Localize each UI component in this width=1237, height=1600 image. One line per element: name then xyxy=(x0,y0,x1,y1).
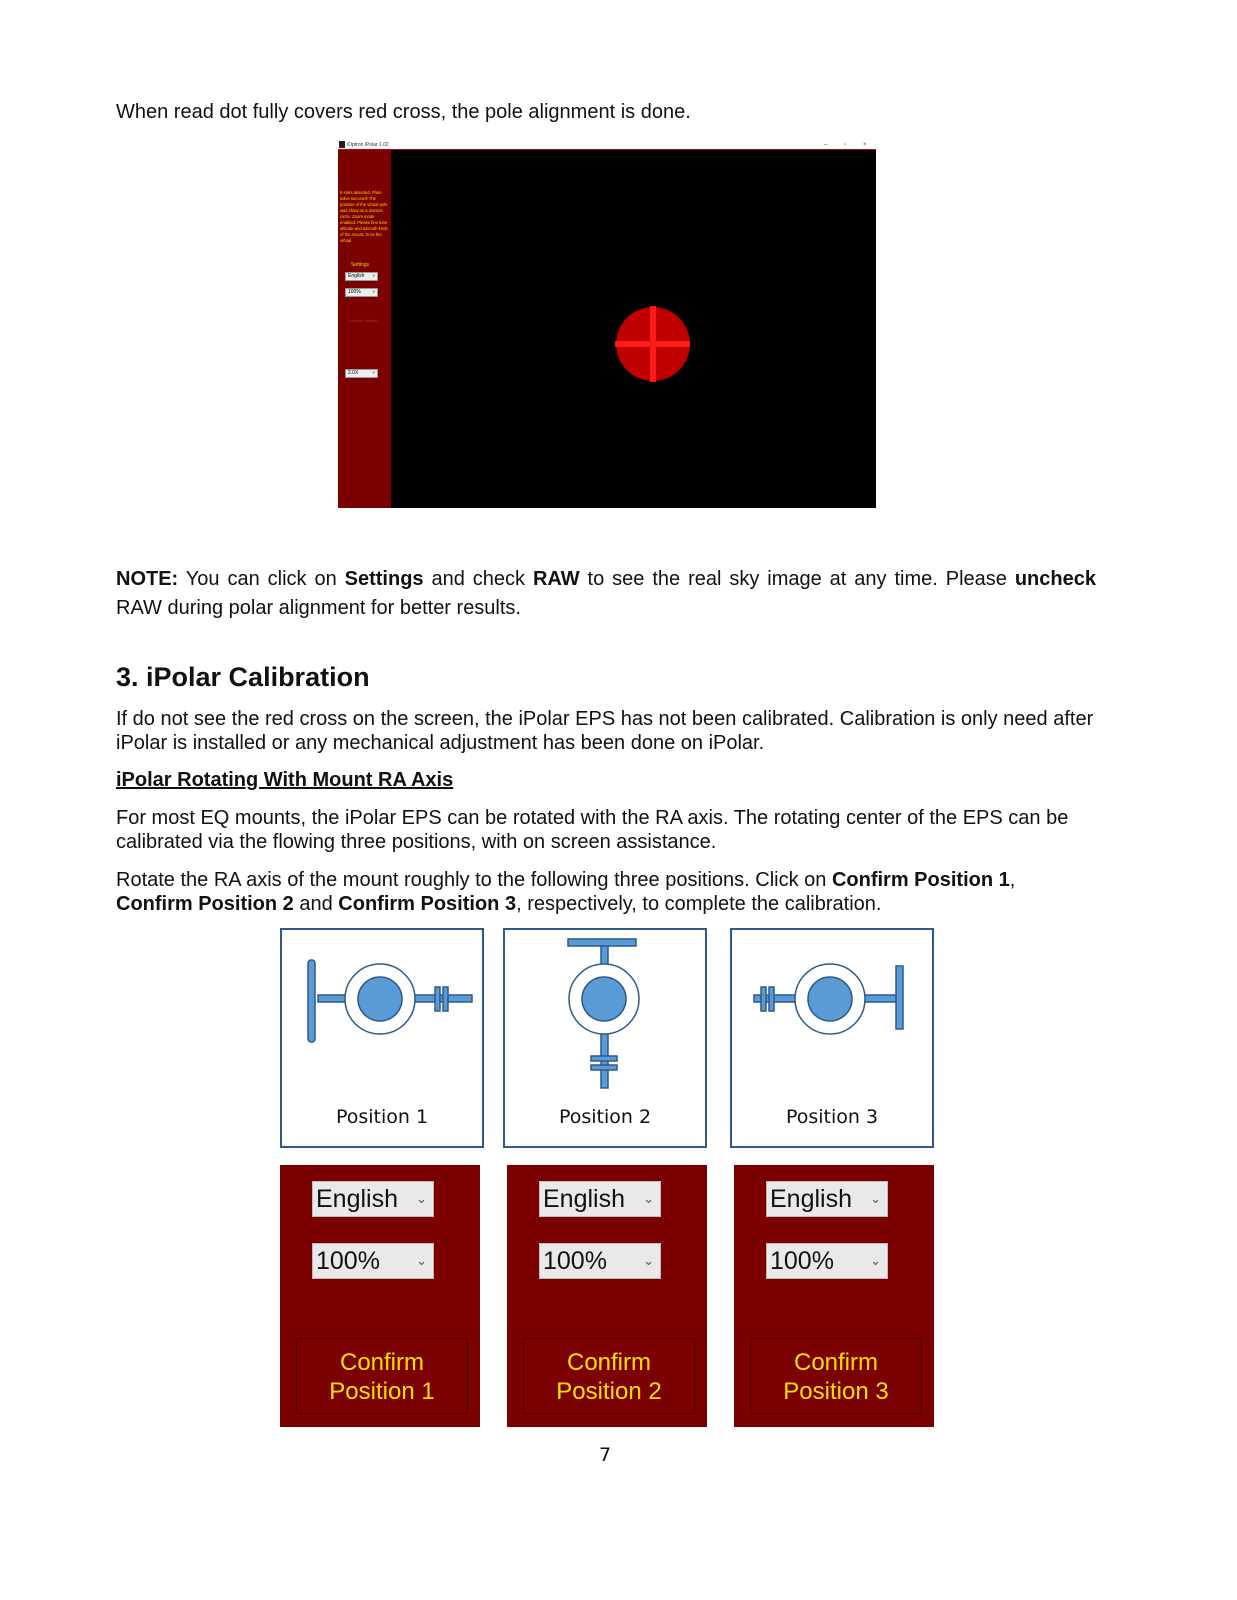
confirm-position-3-button[interactable] xyxy=(750,1338,922,1414)
chevron-down-icon: ⌄ xyxy=(643,1191,654,1206)
chevron-down-icon: ⌄ xyxy=(643,1253,654,1268)
chevron-down-icon: ⌄ xyxy=(416,1191,427,1206)
chevron-down-icon: v xyxy=(372,273,375,279)
close-icon[interactable]: × xyxy=(863,142,867,148)
zoom-select[interactable] xyxy=(766,1243,888,1279)
button-line: Position 1 xyxy=(329,1378,435,1405)
rotate-instructions xyxy=(116,868,1096,916)
instr-text: and xyxy=(293,893,339,915)
minimize-icon[interactable]: – xyxy=(824,142,828,148)
language-select[interactable] xyxy=(766,1181,888,1217)
button-line: Position 3 xyxy=(783,1378,889,1405)
button-line: Confirm xyxy=(793,1349,878,1376)
position-label: Position 2 xyxy=(558,1106,652,1128)
sky-view xyxy=(391,150,876,508)
zoom-select[interactable] xyxy=(539,1243,661,1279)
red-cross-vertical xyxy=(650,306,656,382)
language-select[interactable] xyxy=(539,1181,661,1217)
chevron-down-icon: ⌄ xyxy=(870,1191,881,1206)
counterweight-plate xyxy=(896,966,903,1029)
note-settings: Settings xyxy=(344,568,424,590)
chevron-down-icon: ⌄ xyxy=(870,1253,881,1268)
button-line: Confirm xyxy=(339,1349,424,1376)
language-value: English xyxy=(348,273,365,279)
instr-text: , xyxy=(1009,869,1016,891)
instr-bold: Confirm Position 3 xyxy=(338,893,517,915)
clamp xyxy=(761,987,766,1011)
chevron-down-icon: v xyxy=(372,289,375,295)
ipolar-screenshot xyxy=(338,140,876,508)
zoom-value: 100% xyxy=(316,1247,380,1275)
clamp xyxy=(435,987,440,1011)
confirm-position-2-button[interactable] xyxy=(523,1338,695,1414)
language-select[interactable] xyxy=(312,1181,434,1217)
chevron-down-icon: ⌄ xyxy=(416,1253,427,1268)
zoom-select[interactable] xyxy=(312,1243,434,1279)
rotating-paragraph: For most EQ mounts, the iPolar EPS can be rotated with the RA axis. The rotating center of the EPS can be calibrated via the flowing three positions, with on screen assistance. xyxy=(116,807,1069,853)
note-text: You can click on xyxy=(178,568,345,590)
zoom-value: 100% xyxy=(348,289,361,295)
control-sidebar xyxy=(338,150,391,508)
position-2-diagram xyxy=(503,928,707,1148)
note-raw: RAW xyxy=(532,568,580,590)
instr-text: Rotate the RA axis of the mount roughly to the following three positions. Click on xyxy=(116,869,832,891)
eps-center xyxy=(582,977,626,1021)
intro-line: When read dot fully covers red cross, the pole alignment is done. xyxy=(116,101,691,123)
zoom-value: 100% xyxy=(770,1247,834,1275)
clamp xyxy=(443,987,448,1011)
counterweight-plate xyxy=(308,960,315,1042)
instr-bold: Confirm Position 2 xyxy=(116,893,294,915)
confirm-position-button[interactable]: Confirm Position xyxy=(348,318,378,323)
language-value: English xyxy=(770,1185,852,1213)
position-label: Position 3 xyxy=(785,1106,879,1128)
window-titlebar xyxy=(338,140,876,150)
language-select[interactable] xyxy=(345,272,378,281)
language-value: English xyxy=(316,1185,398,1213)
clamp xyxy=(591,1056,617,1061)
language-value: English xyxy=(543,1185,625,1213)
app-icon xyxy=(339,141,345,148)
subheading: iPolar Rotating With Mount RA Axis xyxy=(116,769,454,791)
note-label: NOTE: xyxy=(116,568,179,590)
zoom-select[interactable] xyxy=(345,288,378,297)
confirm-position-1-button[interactable] xyxy=(296,1338,468,1414)
confirm-panel-3 xyxy=(734,1165,934,1427)
clamp xyxy=(591,1065,617,1070)
eps-center xyxy=(358,977,402,1021)
position-3-diagram xyxy=(730,928,934,1148)
magnification-select[interactable] xyxy=(345,369,378,378)
window-title: iOptron iPolar 1.02 xyxy=(347,142,389,148)
counterweight-plate xyxy=(568,939,636,946)
settings-link[interactable]: Settings xyxy=(351,262,370,268)
magnification-value: 2.0X xyxy=(348,370,359,376)
zoom-value: 100% xyxy=(543,1247,607,1275)
confirm-panel-2 xyxy=(507,1165,707,1427)
status-message: 6 stars detected. Plate solve succeed! The position of the virtual pole was show as a maroon circle. Zoom mode enabled. Please fine tune altitude and azimuth knob of the mount, to let the virtual xyxy=(340,190,388,243)
page-number: 7 xyxy=(598,1444,612,1466)
calibration-intro: If do not see the red cross on the screen, the iPolar EPS has not been calibrated. Calibration is only need after iPolar is installed or any mechanical adjustment has been done on iPolar. xyxy=(116,708,1094,754)
position-1-diagram xyxy=(280,928,484,1148)
section-heading: 3. iPolar Calibration xyxy=(116,662,370,692)
restore-icon[interactable]: ▫ xyxy=(844,142,847,148)
clamp xyxy=(769,987,774,1011)
chevron-down-icon: v xyxy=(372,370,375,376)
note-text: to see the real sky image at any time. Please xyxy=(579,568,1015,590)
note-paragraph xyxy=(116,565,1096,623)
position-label: Position 1 xyxy=(335,1106,429,1128)
instr-text: , respectively, to complete the calibration. xyxy=(516,893,882,915)
instr-bold: Confirm Position 1 xyxy=(831,869,1010,891)
button-line: Confirm xyxy=(566,1349,651,1376)
note-text: RAW during polar alignment for better results. xyxy=(116,597,521,619)
note-text: and check xyxy=(423,568,533,590)
eps-center xyxy=(808,977,852,1021)
note-uncheck: uncheck xyxy=(1014,568,1096,590)
button-line: Position 2 xyxy=(556,1378,662,1405)
confirm-panel-1 xyxy=(280,1165,480,1427)
